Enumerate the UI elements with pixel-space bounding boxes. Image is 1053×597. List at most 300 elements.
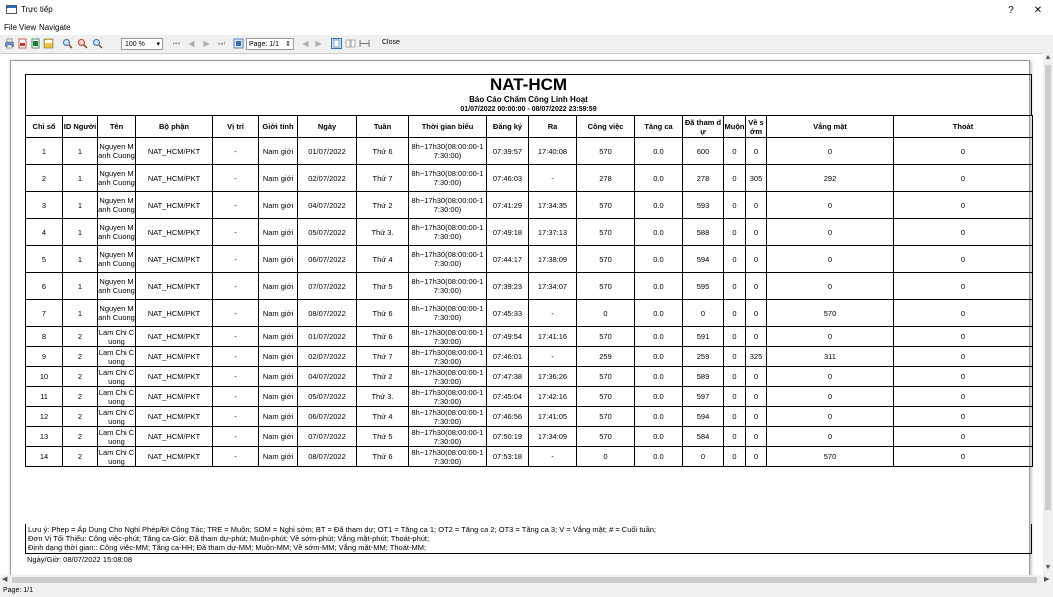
table-cell: 0 (894, 447, 1033, 467)
close-button[interactable]: Close (382, 39, 400, 46)
table-cell: - (529, 300, 577, 327)
table-cell: Nguyen Manh Cuong (98, 165, 136, 192)
table-cell: 278 (577, 165, 635, 192)
menu-bar (0, 21, 1053, 35)
table-cell: 14 (26, 447, 63, 467)
column-header: Chỉ số (26, 116, 63, 138)
column-header: Giới tính (259, 116, 298, 138)
column-header: ID Người (63, 116, 98, 138)
table-cell: 1 (63, 300, 98, 327)
prev-page-icon[interactable]: ◀ (188, 39, 195, 48)
table-cell: 4 (26, 219, 63, 246)
table-cell: 0 (746, 407, 767, 427)
table-cell: Thứ 6 (357, 138, 409, 165)
report-notes (25, 524, 1032, 565)
table-cell: 0 (767, 192, 894, 219)
table-cell: 0 (724, 387, 746, 407)
table-cell: Lam Chi Cuong (98, 367, 135, 386)
table-cell: - (213, 367, 259, 387)
table-cell: 05/07/2022 (298, 387, 357, 407)
table-cell: 8h~17h30(08:00:00-17:30:00) (409, 138, 487, 165)
print-icon[interactable] (4, 38, 15, 49)
table-cell: 8h~17h30(08:00:00-17:30:00) (409, 246, 487, 273)
window-title: Trực tiếp (21, 5, 53, 14)
scroll-up-icon[interactable]: ▲ (1044, 54, 1052, 61)
table-cell: 0 (894, 300, 1033, 327)
table-cell: 0 (894, 219, 1033, 246)
table-row (26, 447, 1033, 467)
table-cell: 05/07/2022 (298, 219, 357, 246)
export-pdf-icon[interactable] (17, 38, 28, 49)
table-cell: 07/07/2022 (298, 427, 357, 447)
table-cell: 1 (63, 138, 98, 165)
table-cell: Nam giới (259, 387, 298, 407)
column-header: Đã tham dự (683, 116, 724, 138)
table-cell: 5 (26, 246, 63, 273)
status-bar (0, 585, 1053, 597)
vertical-scroll-thumb[interactable] (1045, 65, 1051, 510)
table-cell: 0 (767, 327, 894, 347)
table-cell: - (213, 165, 259, 192)
page-select[interactable] (246, 38, 294, 50)
table-cell: 0.0 (635, 192, 683, 219)
table-cell: NAT_HCM/PKT (136, 165, 213, 192)
table-cell: Thứ 6 (357, 447, 409, 467)
table-cell: 0.0 (635, 138, 683, 165)
table-cell: 8 (26, 327, 63, 347)
table-cell: 17:38:09 (529, 246, 577, 273)
page-setup-icon[interactable] (233, 38, 244, 49)
table-cell: Nam giới (259, 219, 298, 246)
column-header: Thời gian biểu (409, 116, 487, 138)
table-cell: 0 (894, 427, 1033, 447)
table-cell: 570 (577, 219, 635, 246)
table-cell: 570 (577, 192, 635, 219)
table-cell: Nam giới (259, 407, 298, 427)
table-cell: 8h~17h30(08:00:00-17:30:00) (409, 387, 487, 407)
table-cell: 0.0 (635, 367, 683, 387)
table-cell: 0 (683, 447, 724, 467)
table-cell: 07:46:03 (487, 165, 529, 192)
table-cell: 2 (63, 387, 98, 407)
table-cell: Nam giới (259, 300, 298, 327)
table-cell: Lam Chi Cuong (98, 427, 135, 446)
table-cell: 0 (683, 300, 724, 327)
table-cell: 0 (894, 138, 1033, 165)
table-cell: 07:44:17 (487, 246, 529, 273)
table-cell: 597 (683, 387, 724, 407)
table-cell: 8h~17h30(08:00:00-17:30:00) (409, 347, 487, 367)
horizontal-scroll-thumb[interactable] (12, 577, 1037, 583)
table-cell: 17:37:13 (529, 219, 577, 246)
export-image-icon[interactable] (43, 38, 54, 49)
horizontal-scrollbar[interactable] (0, 575, 1053, 585)
table-cell: 07:47:38 (487, 367, 529, 387)
table-cell: 0 (746, 327, 767, 347)
close-window-button[interactable]: ✕ (1033, 5, 1043, 16)
toolbar (0, 35, 1053, 53)
table-cell: 8h~17h30(08:00:00-17:30:00) (409, 367, 487, 387)
table-cell: Nam giới (259, 367, 298, 387)
table-cell: 0 (746, 300, 767, 327)
table-cell: Nguyen Manh Cuong (98, 219, 136, 246)
table-cell: - (213, 387, 259, 407)
table-cell: 1 (63, 165, 98, 192)
scroll-right-icon[interactable]: ▶ (1044, 576, 1050, 583)
table-cell: 0 (577, 300, 635, 327)
zoom-value: 100 % (125, 41, 145, 48)
table-cell: 584 (683, 427, 724, 447)
table-cell: 17:36:26 (529, 367, 577, 387)
table-cell: 305 (746, 165, 767, 192)
table-cell: 0 (724, 273, 746, 300)
table-cell: 07:46:56 (487, 407, 529, 427)
table-cell: 8h~17h30(08:00:00-17:30:00) (409, 447, 487, 467)
table-cell: NAT_HCM/PKT (136, 387, 213, 407)
report-date-range: 01/07/2022 00:00:00 - 08/07/2022 23:59:59 (460, 106, 597, 113)
table-cell: 2 (63, 347, 98, 367)
table-cell: 589 (683, 367, 724, 387)
table-cell: - (213, 327, 259, 347)
table-cell: 8h~17h30(08:00:00-17:30:00) (409, 427, 487, 447)
table-cell: 8h~17h30(08:00:00-17:30:00) (409, 192, 487, 219)
table-cell: NAT_HCM/PKT (136, 246, 213, 273)
table-cell: 0 (724, 347, 746, 367)
table-cell: - (213, 192, 259, 219)
table-cell: 0 (746, 387, 767, 407)
table-cell: Nam giới (259, 327, 298, 347)
table-cell: 0 (724, 192, 746, 219)
table-cell: Nam giới (259, 427, 298, 447)
table-cell: 02/07/2022 (298, 165, 357, 192)
table-cell: 0.0 (635, 347, 683, 367)
table-cell: 570 (577, 273, 635, 300)
table-cell: Nam giới (259, 447, 298, 467)
table-cell: 278 (683, 165, 724, 192)
table-cell: - (213, 246, 259, 273)
table-cell: 0 (767, 219, 894, 246)
table-cell: - (213, 407, 259, 427)
table-cell: 2 (63, 447, 98, 467)
first-page-icon[interactable]: ⏮ (172, 39, 181, 48)
table-cell: 8h~17h30(08:00:00-17:30:00) (409, 219, 487, 246)
note-units: Đơn Vị Tối Thiểu: Công việc-phút; Tăng ca-Giờ; Đã tham dự-phút; Muộn-phút; Về sớm-phút; Vắng mặt-phút; Thoát-phút; (28, 534, 430, 543)
table-cell: 07:45:04 (487, 387, 529, 407)
table-cell: 0 (894, 273, 1033, 300)
title-bar (0, 0, 1053, 21)
table-cell: 17:41:16 (529, 327, 577, 347)
table-row (26, 387, 1033, 407)
table-cell: 07/07/2022 (298, 273, 357, 300)
table-cell: 2 (63, 367, 98, 387)
help-button[interactable]: ? (1008, 5, 1014, 16)
export-excel-icon[interactable] (30, 38, 41, 49)
back-icon[interactable]: ◀ (302, 39, 309, 48)
column-header: Tuần (357, 116, 409, 138)
table-header-row (26, 116, 1033, 138)
table-cell: - (213, 273, 259, 300)
table-cell: NAT_HCM/PKT (136, 407, 213, 427)
table-cell: 0 (767, 367, 894, 387)
table-cell: Thứ 6 (357, 327, 409, 347)
table-cell: 0 (724, 246, 746, 273)
table-cell: 0.0 (635, 387, 683, 407)
table-cell: 0 (746, 246, 767, 273)
table-cell: 588 (683, 219, 724, 246)
zoom-out-icon[interactable] (92, 38, 103, 49)
table-cell: 0 (724, 327, 746, 347)
table-cell: 325 (746, 347, 767, 367)
table-cell: 2 (63, 427, 98, 447)
table-cell: Nguyen Manh Cuong (98, 300, 136, 327)
report-title: NAT-HCM (489, 75, 568, 94)
table-cell: Nam giới (259, 246, 298, 273)
table-cell: 0 (746, 138, 767, 165)
table-cell: 07:46:01 (487, 347, 529, 367)
table-body (26, 138, 1033, 467)
table-cell: 570 (577, 407, 635, 427)
table-cell: 0 (724, 447, 746, 467)
last-page-icon[interactable]: ⏭ (217, 39, 226, 48)
note-format: Định dạng thời gian:: Công việc-MM; Tăng ca-HH; Đã tham dự-MM; Muộn-MM; Về sớm-MM; Vắng mặt-MM; Thoát-MM; (28, 543, 427, 552)
scroll-down-icon[interactable]: ▼ (1044, 564, 1052, 571)
table-cell: 1 (63, 273, 98, 300)
table-cell: 0 (767, 387, 894, 407)
table-cell: NAT_HCM/PKT (136, 273, 213, 300)
find-icon[interactable] (62, 38, 73, 49)
single-page-icon[interactable] (331, 38, 342, 49)
table-cell: Thứ 2 (357, 367, 409, 387)
table-cell: 0.0 (635, 407, 683, 427)
zoom-in-icon[interactable] (77, 38, 88, 49)
table-cell: 06/07/2022 (298, 246, 357, 273)
table-cell: NAT_HCM/PKT (136, 219, 213, 246)
table-cell: 594 (683, 407, 724, 427)
table-row (26, 219, 1033, 246)
table-row (26, 192, 1033, 219)
table-cell: Lam Chi Cuong (98, 387, 135, 406)
table-cell: 0.0 (635, 165, 683, 192)
note-legend: Lưu ý: Phep = Áp Dụng Cho Nghỉ Phép/Đi Công Tác; TRE = Muộn; SOM = Nghỉ sớm; BT = Đã tham dự; OT1 = Tăng ca 1; OT2 = Tăng ca 2; OT3 = Tăng ca 3; V = Vắng mặt; # = Cuối tuần; (28, 525, 656, 534)
table-cell: Nam giới (259, 165, 298, 192)
column-header: Tên (98, 116, 136, 138)
table-cell: - (529, 447, 577, 467)
table-cell: 0.0 (635, 246, 683, 273)
table-cell: 07:45:33 (487, 300, 529, 327)
table-cell: 0 (894, 246, 1033, 273)
table-cell: Nguyen Manh Cuong (98, 246, 136, 273)
table-cell: 311 (767, 347, 894, 367)
table-cell: 570 (577, 367, 635, 387)
zoom-select[interactable] (121, 38, 163, 50)
printed-datetime: Ngày/Giờ: 08/07/2022 15:08:08 (27, 555, 132, 564)
column-header: Đăng ký (487, 116, 529, 138)
table-cell: 07:49:18 (487, 219, 529, 246)
table-cell: 0 (746, 367, 767, 387)
table-cell: 0.0 (635, 219, 683, 246)
table-row (26, 347, 1033, 367)
table-cell: 08/07/2022 (298, 300, 357, 327)
column-header: Công việc (577, 116, 635, 138)
table-cell: NAT_HCM/PKT (136, 300, 213, 327)
table-cell: 0 (724, 300, 746, 327)
table-cell: 0 (767, 427, 894, 447)
column-header: Muộn (724, 116, 746, 138)
table-cell: 594 (683, 246, 724, 273)
table-cell: 0 (767, 246, 894, 273)
table-cell: Lam Chi Cuong (98, 327, 135, 346)
table-row (26, 165, 1033, 192)
table-cell: - (213, 347, 259, 367)
table-cell: - (213, 300, 259, 327)
table-cell: NAT_HCM/PKT (136, 447, 213, 467)
table-cell: NAT_HCM/PKT (136, 192, 213, 219)
report (25, 74, 1032, 467)
menu-navigate[interactable]: Navigate (39, 23, 71, 32)
table-cell: 3 (26, 192, 63, 219)
table-cell: Nam giới (259, 347, 298, 367)
table-cell: - (213, 138, 259, 165)
table-cell: 06/07/2022 (298, 407, 357, 427)
table-cell: Thứ 5 (357, 273, 409, 300)
table-row (26, 367, 1033, 387)
table-cell: 570 (767, 447, 894, 467)
report-header (25, 74, 1032, 115)
table-cell: 8h~17h30(08:00:00-17:30:00) (409, 165, 487, 192)
column-header: Thoát (894, 116, 1033, 138)
forward-icon[interactable]: ▶ (315, 39, 322, 48)
table-cell: - (213, 219, 259, 246)
column-header: Vị trí (213, 116, 259, 138)
table-cell: 591 (683, 327, 724, 347)
table-cell: 13 (26, 427, 63, 447)
table-cell: 0 (746, 427, 767, 447)
table-cell: NAT_HCM/PKT (136, 327, 213, 347)
notes-box (25, 524, 1032, 554)
table-cell: 07:50:19 (487, 427, 529, 447)
table-cell: 0 (767, 138, 894, 165)
scroll-left-icon[interactable]: ◀ (2, 576, 8, 583)
table-cell: 0 (746, 219, 767, 246)
table-cell: 0.0 (635, 327, 683, 347)
table-cell: 0.0 (635, 273, 683, 300)
chevron-down-icon: ▾ (156, 41, 160, 48)
table-cell: Thứ 4 (357, 407, 409, 427)
column-header: Về sớm (746, 116, 767, 138)
report-subtitle: Báo Cáo Chấm Công Linh Hoạt (469, 95, 588, 104)
table-cell: 292 (767, 165, 894, 192)
table-cell: 17:34:07 (529, 273, 577, 300)
table-cell: 259 (683, 347, 724, 367)
table-cell: 17:42:16 (529, 387, 577, 407)
table-cell: Nguyen Manh Cuong (98, 273, 136, 300)
table-cell: 593 (683, 192, 724, 219)
table-cell: 2 (63, 327, 98, 347)
table-cell: 04/07/2022 (298, 192, 357, 219)
table-cell: 595 (683, 273, 724, 300)
table-cell: 0 (724, 138, 746, 165)
table-cell: 17:34:09 (529, 427, 577, 447)
spinner-icon: ⇕ (285, 41, 291, 48)
table-cell: 01/07/2022 (298, 327, 357, 347)
table-cell: - (213, 447, 259, 467)
column-header: Tăng ca (635, 116, 683, 138)
table-cell: 570 (577, 138, 635, 165)
menu-view[interactable]: View (19, 23, 37, 32)
table-cell: NAT_HCM/PKT (136, 367, 213, 387)
table-cell: 0 (724, 165, 746, 192)
next-page-icon[interactable]: ▶ (203, 39, 210, 48)
table-row (26, 327, 1033, 347)
table-row (26, 427, 1033, 447)
table-cell: 600 (683, 138, 724, 165)
table-cell: 0.0 (635, 447, 683, 467)
vertical-scrollbar[interactable] (1043, 53, 1053, 575)
table-cell: Nam giới (259, 138, 298, 165)
table-cell: 8h~17h30(08:00:00-17:30:00) (409, 273, 487, 300)
table-cell: 8h~17h30(08:00:00-17:30:00) (409, 407, 487, 427)
table-cell: 0 (894, 407, 1033, 427)
table-cell: 0 (894, 165, 1033, 192)
app-window-icon (6, 5, 17, 14)
table-cell: Lam Chi Cuong (98, 347, 135, 366)
table-cell: 02/07/2022 (298, 347, 357, 367)
column-header: Bộ phận (136, 116, 213, 138)
table-cell: 11 (26, 387, 63, 407)
table-cell: Thứ 3. (357, 219, 409, 246)
table-cell: 0 (724, 407, 746, 427)
table-cell: Thứ 3. (357, 387, 409, 407)
table-cell: 0 (746, 447, 767, 467)
table-cell: Thứ 6 (357, 300, 409, 327)
multi-page-icon[interactable] (345, 38, 356, 49)
table-cell: 0 (724, 427, 746, 447)
table-row (26, 300, 1033, 327)
table-cell: 8h~17h30(08:00:00-17:30:00) (409, 300, 487, 327)
table-cell: 0 (767, 273, 894, 300)
table-cell: Lam Chi Cuong (98, 407, 135, 426)
table-cell: 1 (63, 246, 98, 273)
table-cell: 6 (26, 273, 63, 300)
table-cell: Nam giới (259, 273, 298, 300)
table-cell: 0 (894, 367, 1033, 387)
column-header: Vắng mặt (767, 116, 894, 138)
table-cell: 17:40:08 (529, 138, 577, 165)
table-cell: Thứ 7 (357, 347, 409, 367)
table-cell: 0 (767, 407, 894, 427)
table-cell: 0 (724, 367, 746, 387)
table-row (26, 273, 1033, 300)
table-row (26, 407, 1033, 427)
table-cell: NAT_HCM/PKT (136, 427, 213, 447)
table-cell: Thứ 4 (357, 246, 409, 273)
table-cell: 0 (894, 327, 1033, 347)
table-cell: 12 (26, 407, 63, 427)
table-cell: 08/07/2022 (298, 447, 357, 467)
table-cell: 0 (746, 273, 767, 300)
page-width-icon[interactable] (359, 38, 370, 49)
table-cell: 8h~17h30(08:00:00-17:30:00) (409, 327, 487, 347)
attendance-table (25, 115, 1033, 467)
table-cell: 17:34:35 (529, 192, 577, 219)
table-cell: 07:53:18 (487, 447, 529, 467)
table-cell: 0.0 (635, 300, 683, 327)
table-cell: 0 (577, 447, 635, 467)
table-cell: Thứ 7 (357, 165, 409, 192)
table-cell: 9 (26, 347, 63, 367)
table-cell: Thứ 2 (357, 192, 409, 219)
menu-file[interactable]: File (4, 23, 17, 32)
